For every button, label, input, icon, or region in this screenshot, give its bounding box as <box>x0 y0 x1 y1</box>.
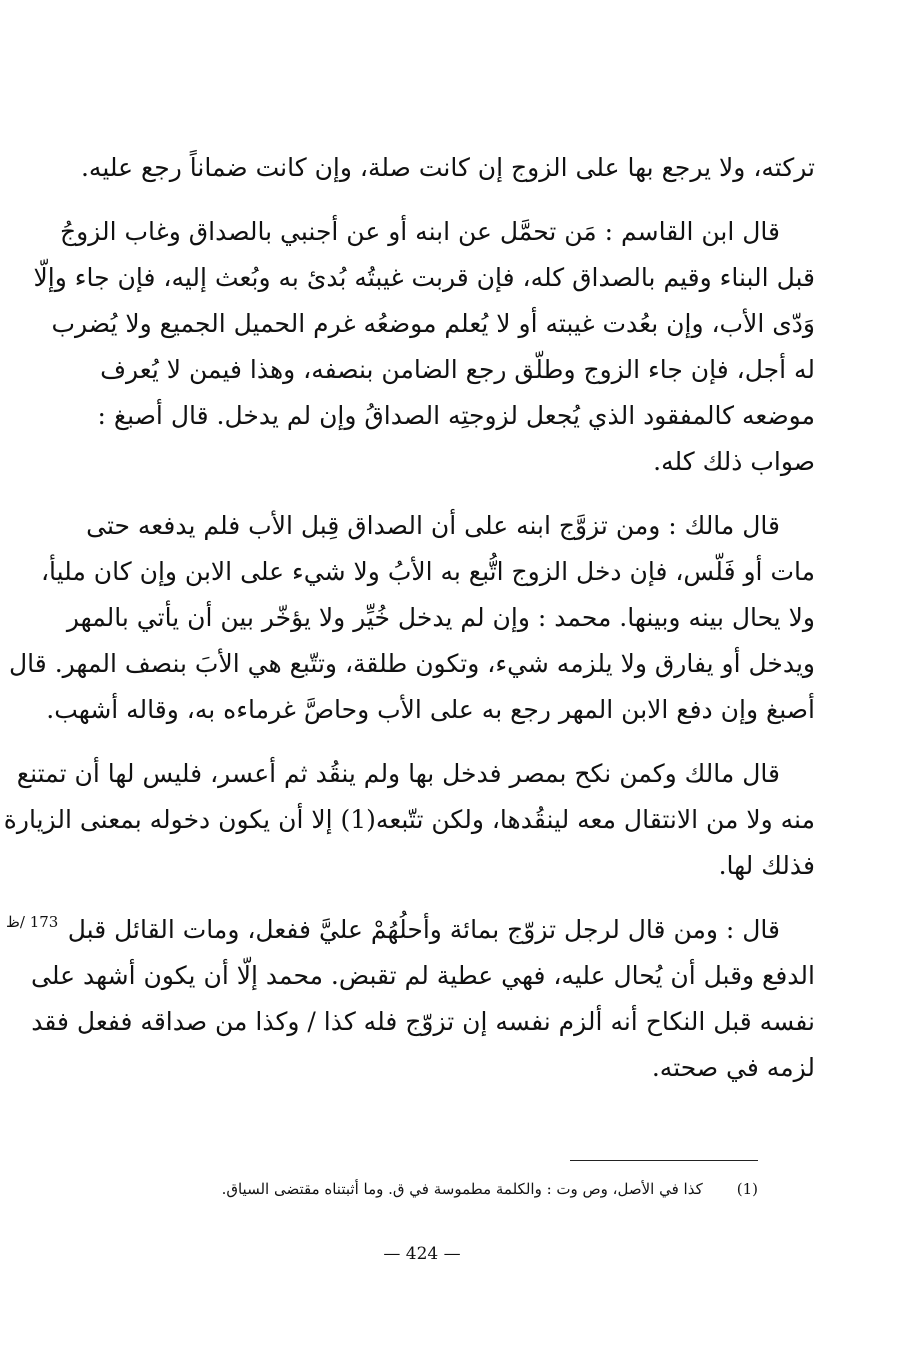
text-line: الدفع وقبل أن يُحال عليه، فهي عطية لم تقبض. محمد إلّا أن يكون أشهد على <box>31 961 815 990</box>
text-line: له أجل، فإن جاء الزوج وطلّق رجع الضامن بنصفه، وهذا فيمن لا يُعرف <box>100 355 815 384</box>
text-line: تركته، ولا يرجع بها على الزوج إن كانت صلة، وإن كانت ضماناً رجع عليه. <box>80 153 815 182</box>
text-line: ولا يحال بينه وبينها. محمد : وإن لم يدخل خُيِّر ولا يؤخّر بين أن يأتي بالمهر <box>66 603 815 632</box>
text-line: وَدّى الأب، وإن بعُدت غيبته أو لا يُعلم موضعُه غرم الحميل الجميع ولا يُضرب <box>51 309 815 338</box>
footnote-text: كذا في الأصل، وص وت : والكلمة مطموسة في ق. وما أثبتناه مقتضى السياق. <box>221 1180 703 1198</box>
text-line: فذلك لها. <box>718 851 815 880</box>
footnote-divider <box>570 1160 758 1161</box>
margin-folio-note: 173 /ظ <box>6 913 59 931</box>
footnote <box>222 1178 758 1200</box>
text-line: قال مالك وكمن نكح بمصر فدخل بها ولم ينقُد ثم أعسر، فليس لها أن تمتنع <box>16 759 780 788</box>
text-line: مات أو فَلّس، فإن دخل الزوج اتُّبع به الأبُ ولا شيء على الابن وإن كان مليأ، <box>40 557 815 586</box>
text-line: منه ولا من الانتقال معه لينقُدها، ولكن تتّبعه(1) إلا أن يكون دخوله بمعنى الزيارة <box>3 805 815 834</box>
text-line: قبل البناء وقيم بالصداق كله، فإن قربت غيبتُه بُدئ به وبُعث إليه، فإن جاء وإلّا <box>33 263 815 292</box>
text-line: قال : ومن قال لرجل تزوّج بمائة وأحلُهُمْ عليَّ ففعل، ومات القائل قبل <box>67 915 780 944</box>
text-line: ويدخل أو يفارق ولا يلزمه شيء، وتكون طلقة، وتتّبع هي الأبَ بنصف المهر. قال <box>9 649 815 678</box>
text-line: صواب ذلك كله. <box>653 447 815 476</box>
footnote-marker: (1) <box>736 1180 758 1198</box>
text-line: أصبغ وإن دفع الابن المهر رجع به على الأب وحاصَّ غرماءه به، وقاله أشهب. <box>46 695 815 724</box>
text-line: قال مالك : ومن تزوَّج ابنه على أن الصداق قِبل الأب فلم يدفعه حتى <box>86 511 780 540</box>
text-line: قال ابن القاسم : مَن تحمَّل عن ابنه أو عن أجنبي بالصداق وغاب الزوجُ <box>59 217 780 246</box>
text-line: نفسه قبل النكاح أنه ألزم نفسه إن تزوّج فله كذا / وكذا من صداقه ففعل فقد <box>31 1007 815 1036</box>
page-number: — 424 — <box>383 1244 461 1264</box>
text-line: موضعه كالمفقود الذي يُجعل لزوجتِه الصداقُ وإن لم يدخل. قال أصبغ : <box>97 401 815 430</box>
text-line: لزمه في صحته. <box>651 1053 815 1082</box>
